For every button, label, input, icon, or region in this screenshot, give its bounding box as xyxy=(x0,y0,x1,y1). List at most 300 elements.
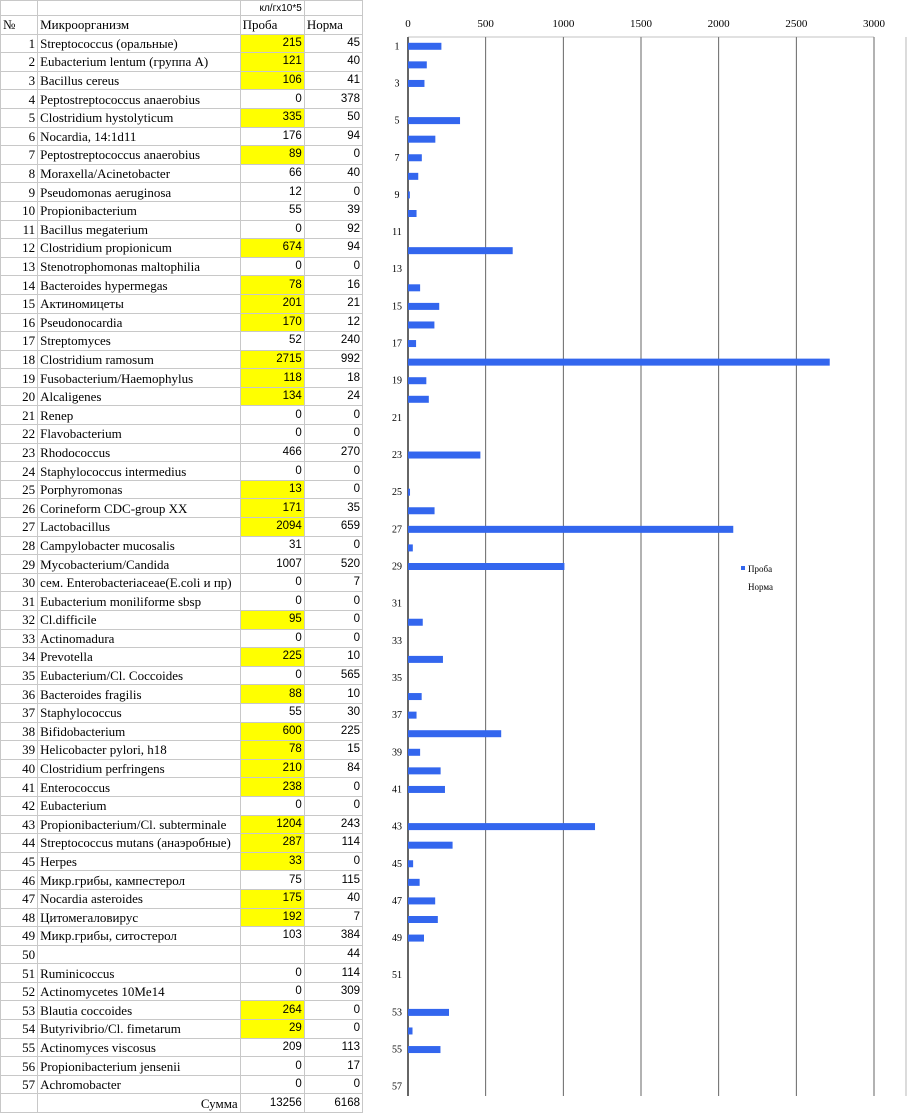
row-proba: 0 xyxy=(240,964,304,983)
table-row xyxy=(1,332,363,351)
row-name: Flavobacterium xyxy=(38,425,241,444)
row-name: Lactobacillus xyxy=(38,518,241,537)
bar-proba xyxy=(408,61,427,68)
row-norma: 94 xyxy=(304,127,362,146)
bar-proba xyxy=(408,730,501,737)
row-proba: 0 xyxy=(240,425,304,444)
row-number: 53 xyxy=(1,1001,38,1020)
legend-label-norma: Норма xyxy=(748,582,773,592)
bar-proba xyxy=(408,1027,413,1034)
row-name: Eubacterium xyxy=(38,796,241,815)
x-tick-label: 0 xyxy=(405,18,411,30)
row-number: 57 xyxy=(1,1075,38,1094)
row-norma: 40 xyxy=(304,889,362,908)
row-norma: 114 xyxy=(304,834,362,853)
table-row xyxy=(1,964,363,983)
bar-proba xyxy=(408,396,429,403)
row-proba: 13 xyxy=(240,480,304,499)
row-proba: 0 xyxy=(240,629,304,648)
bar-proba xyxy=(408,842,453,849)
row-number: 54 xyxy=(1,1020,38,1039)
row-norma: 10 xyxy=(304,685,362,704)
x-tick-label: 3000 xyxy=(863,18,885,30)
row-name xyxy=(38,945,241,964)
row-norma: 18 xyxy=(304,369,362,388)
row-norma: 0 xyxy=(304,852,362,871)
sum-row xyxy=(1,1094,363,1113)
row-name: Actinomadura xyxy=(38,629,241,648)
y-tick-label: 39 xyxy=(392,747,402,759)
y-tick-label: 57 xyxy=(392,1081,402,1093)
row-norma: 12 xyxy=(304,313,362,332)
row-norma: 45 xyxy=(304,34,362,53)
table-row xyxy=(1,164,363,183)
row-number: 6 xyxy=(1,127,38,146)
row-proba: 170 xyxy=(240,313,304,332)
row-proba: 0 xyxy=(240,592,304,611)
table-row xyxy=(1,741,363,760)
row-number: 45 xyxy=(1,852,38,871)
row-number: 30 xyxy=(1,573,38,592)
row-number: 2 xyxy=(1,53,38,72)
table-row xyxy=(1,908,363,927)
row-number: 52 xyxy=(1,982,38,1001)
row-name: Achromobacter xyxy=(38,1075,241,1094)
y-tick-label: 41 xyxy=(392,784,402,796)
bar-proba xyxy=(408,860,413,867)
table-row xyxy=(1,927,363,946)
row-norma: 50 xyxy=(304,108,362,127)
header-num: № xyxy=(1,16,38,35)
row-norma: 41 xyxy=(304,71,362,90)
row-name: Pseudonocardia xyxy=(38,313,241,332)
bar-proba xyxy=(408,340,416,347)
row-norma: 378 xyxy=(304,90,362,109)
bar-proba xyxy=(408,507,435,514)
header-name: Микроорганизм xyxy=(38,16,241,35)
bar-proba xyxy=(408,117,460,124)
row-proba xyxy=(240,945,304,964)
table-row xyxy=(1,889,363,908)
row-norma: 0 xyxy=(304,778,362,797)
row-number: 29 xyxy=(1,555,38,574)
row-number: 48 xyxy=(1,908,38,927)
row-number: 14 xyxy=(1,276,38,295)
row-norma: 24 xyxy=(304,387,362,406)
y-tick-label: 45 xyxy=(392,858,402,870)
row-norma: 113 xyxy=(304,1038,362,1057)
bar-proba xyxy=(408,80,424,87)
row-number: 4 xyxy=(1,90,38,109)
row-number: 33 xyxy=(1,629,38,648)
table-row xyxy=(1,127,363,146)
row-proba: 78 xyxy=(240,741,304,760)
header-proba: Проба xyxy=(240,16,304,35)
y-tick-label: 25 xyxy=(392,487,402,499)
row-number: 39 xyxy=(1,741,38,760)
row-number: 26 xyxy=(1,499,38,518)
row-name: Actinomycetes 10Me14 xyxy=(38,982,241,1001)
y-tick-label: 51 xyxy=(392,970,402,982)
row-number: 36 xyxy=(1,685,38,704)
y-tick-label: 5 xyxy=(394,115,400,127)
table-row xyxy=(1,276,363,295)
unit-row xyxy=(1,1,363,16)
row-proba: 0 xyxy=(240,982,304,1001)
table-row xyxy=(1,573,363,592)
row-name: Blautia coccoides xyxy=(38,1001,241,1020)
y-tick-label: 11 xyxy=(392,227,402,239)
row-proba: 0 xyxy=(240,406,304,425)
row-number: 24 xyxy=(1,462,38,481)
y-tick-label: 15 xyxy=(392,301,402,313)
row-name: Corineform CDC-group XX xyxy=(38,499,241,518)
row-number: 18 xyxy=(1,350,38,369)
row-proba: 225 xyxy=(240,648,304,667)
row-name: Propionibacterium jensenii xyxy=(38,1057,241,1076)
row-name: Butyrivibrio/Cl. fimetarum xyxy=(38,1020,241,1039)
row-name: Alcaligenes xyxy=(38,387,241,406)
table-row xyxy=(1,294,363,313)
bar-proba xyxy=(408,749,420,756)
row-proba: 95 xyxy=(240,611,304,630)
row-name: Staphylococcus xyxy=(38,703,241,722)
y-tick-label: 29 xyxy=(392,561,402,573)
row-name: Peptostreptococcus anaerobius xyxy=(38,146,241,165)
row-number: 7 xyxy=(1,146,38,165)
table-row xyxy=(1,146,363,165)
y-tick-label: 21 xyxy=(392,412,402,424)
row-proba: 466 xyxy=(240,443,304,462)
row-proba: 600 xyxy=(240,722,304,741)
table-row xyxy=(1,703,363,722)
table-row xyxy=(1,257,363,276)
row-norma: 114 xyxy=(304,964,362,983)
header-norma: Норма xyxy=(304,16,362,35)
table-row xyxy=(1,722,363,741)
bar-proba xyxy=(408,693,422,700)
row-proba: 1007 xyxy=(240,555,304,574)
row-number: 51 xyxy=(1,964,38,983)
row-name: Clostridium hystolyticum xyxy=(38,108,241,127)
row-name: Clostridium propionicum xyxy=(38,239,241,258)
table-row xyxy=(1,462,363,481)
row-norma: 0 xyxy=(304,1075,362,1094)
bar-proba xyxy=(408,1009,449,1016)
y-tick-label: 53 xyxy=(392,1007,402,1019)
row-proba: 238 xyxy=(240,778,304,797)
bar-proba xyxy=(408,303,439,310)
row-number: 21 xyxy=(1,406,38,425)
bar-proba xyxy=(408,619,423,626)
row-number: 16 xyxy=(1,313,38,332)
bar-proba xyxy=(408,452,480,459)
row-proba: 55 xyxy=(240,703,304,722)
row-norma: 520 xyxy=(304,555,362,574)
row-norma: 35 xyxy=(304,499,362,518)
row-norma: 0 xyxy=(304,1020,362,1039)
row-name: Микр.грибы, кампестерол xyxy=(38,871,241,890)
row-name: Propionibacterium xyxy=(38,201,241,220)
row-number: 49 xyxy=(1,927,38,946)
row-proba: 52 xyxy=(240,332,304,351)
row-number: 50 xyxy=(1,945,38,964)
row-proba: 674 xyxy=(240,239,304,258)
row-proba: 2715 xyxy=(240,350,304,369)
table-row xyxy=(1,982,363,1001)
row-number: 46 xyxy=(1,871,38,890)
row-name: Clostridium ramosum xyxy=(38,350,241,369)
table-row xyxy=(1,425,363,444)
row-name: Herpes xyxy=(38,852,241,871)
row-number: 43 xyxy=(1,815,38,834)
table-row xyxy=(1,239,363,258)
table-row xyxy=(1,815,363,834)
row-number: 44 xyxy=(1,834,38,853)
row-proba: 2094 xyxy=(240,518,304,537)
row-proba: 0 xyxy=(240,573,304,592)
row-norma: 225 xyxy=(304,722,362,741)
table-row xyxy=(1,201,363,220)
row-norma: 0 xyxy=(304,480,362,499)
row-norma: 243 xyxy=(304,815,362,834)
row-norma: 0 xyxy=(304,536,362,555)
row-name: Цитомегаловирус xyxy=(38,908,241,927)
row-number: 8 xyxy=(1,164,38,183)
row-proba: 171 xyxy=(240,499,304,518)
table-row xyxy=(1,536,363,555)
bar-proba xyxy=(408,489,410,496)
legend-marker-proba xyxy=(741,566,745,570)
table-row xyxy=(1,313,363,332)
y-tick-label: 35 xyxy=(392,672,402,684)
row-norma: 16 xyxy=(304,276,362,295)
table-row xyxy=(1,220,363,239)
row-norma: 7 xyxy=(304,573,362,592)
row-norma: 270 xyxy=(304,443,362,462)
table-row xyxy=(1,183,363,202)
table-row xyxy=(1,1038,363,1057)
row-name: Porphyromonas xyxy=(38,480,241,499)
row-proba: 66 xyxy=(240,164,304,183)
row-norma: 0 xyxy=(304,462,362,481)
bar-proba xyxy=(408,879,420,886)
row-name: Nocardia asteroides xyxy=(38,889,241,908)
row-norma: 0 xyxy=(304,796,362,815)
table-row xyxy=(1,759,363,778)
bar-proba xyxy=(408,563,564,570)
y-tick-label: 33 xyxy=(392,635,402,647)
row-name: Nocardia, 14:1d11 xyxy=(38,127,241,146)
y-tick-label: 19 xyxy=(392,375,402,387)
row-proba: 287 xyxy=(240,834,304,853)
sum-empty xyxy=(1,1094,38,1113)
row-proba: 201 xyxy=(240,294,304,313)
row-name: Helicobacter pylori, h18 xyxy=(38,741,241,760)
table-row xyxy=(1,555,363,574)
y-tick-label: 47 xyxy=(392,895,402,907)
bar-proba xyxy=(408,767,441,774)
table-row xyxy=(1,945,363,964)
row-number: 25 xyxy=(1,480,38,499)
row-norma: 17 xyxy=(304,1057,362,1076)
table-row xyxy=(1,71,363,90)
row-name: Микр.грибы, ситостерол xyxy=(38,927,241,946)
row-norma: 0 xyxy=(304,1001,362,1020)
row-proba: 0 xyxy=(240,666,304,685)
row-name: Peptostreptococcus anaerobius xyxy=(38,90,241,109)
table-row xyxy=(1,53,363,72)
y-tick-label: 9 xyxy=(394,189,400,201)
table-row xyxy=(1,778,363,797)
row-proba: 175 xyxy=(240,889,304,908)
row-number: 12 xyxy=(1,239,38,258)
bar-proba xyxy=(408,897,435,904)
row-norma: 0 xyxy=(304,183,362,202)
x-tick-label: 1000 xyxy=(552,18,575,30)
row-number: 20 xyxy=(1,387,38,406)
row-norma: 7 xyxy=(304,908,362,927)
row-number: 5 xyxy=(1,108,38,127)
bar-proba xyxy=(408,526,733,533)
table-row xyxy=(1,387,363,406)
row-number: 23 xyxy=(1,443,38,462)
row-number: 28 xyxy=(1,536,38,555)
row-norma: 0 xyxy=(304,406,362,425)
row-proba: 1204 xyxy=(240,815,304,834)
row-name: Актиномицеты xyxy=(38,294,241,313)
table-row xyxy=(1,629,363,648)
row-number: 32 xyxy=(1,611,38,630)
row-proba: 335 xyxy=(240,108,304,127)
row-name: Enterococcus xyxy=(38,778,241,797)
bar-proba xyxy=(408,284,420,291)
row-name: Bacillus megaterium xyxy=(38,220,241,239)
row-proba: 209 xyxy=(240,1038,304,1057)
row-norma: 0 xyxy=(304,592,362,611)
y-tick-label: 31 xyxy=(392,598,402,610)
row-proba: 55 xyxy=(240,201,304,220)
row-name: Actinomyces viscosus xyxy=(38,1038,241,1057)
y-tick-label: 37 xyxy=(392,710,402,722)
row-proba: 0 xyxy=(240,220,304,239)
bar-proba xyxy=(408,173,418,180)
row-number: 17 xyxy=(1,332,38,351)
row-name: Prevotella xyxy=(38,648,241,667)
table-row xyxy=(1,499,363,518)
y-tick-label: 49 xyxy=(392,933,402,945)
row-number: 19 xyxy=(1,369,38,388)
y-tick-label: 1 xyxy=(394,41,400,53)
bar-proba xyxy=(408,43,441,50)
row-number: 11 xyxy=(1,220,38,239)
x-tick-label: 2500 xyxy=(785,18,808,30)
y-tick-label: 43 xyxy=(392,821,402,833)
row-proba: 78 xyxy=(240,276,304,295)
row-name: Eubacterium lentum (группа A) xyxy=(38,53,241,72)
row-proba: 103 xyxy=(240,927,304,946)
table-row xyxy=(1,108,363,127)
bar-proba xyxy=(408,247,513,254)
table-row xyxy=(1,592,363,611)
row-norma: 84 xyxy=(304,759,362,778)
row-name: Pseudomonas aeruginosa xyxy=(38,183,241,202)
bar-proba xyxy=(408,544,413,551)
y-tick-label: 13 xyxy=(392,264,402,276)
row-number: 35 xyxy=(1,666,38,685)
row-norma: 92 xyxy=(304,220,362,239)
row-proba: 33 xyxy=(240,852,304,871)
y-tick-label: 3 xyxy=(394,78,400,90)
row-proba: 0 xyxy=(240,462,304,481)
data-table xyxy=(0,0,363,1113)
y-tick-label: 55 xyxy=(392,1044,402,1056)
row-proba: 118 xyxy=(240,369,304,388)
bar-proba xyxy=(408,154,422,161)
y-tick-label: 17 xyxy=(392,338,402,350)
header-row xyxy=(1,16,363,35)
row-proba: 215 xyxy=(240,34,304,53)
row-number: 42 xyxy=(1,796,38,815)
row-norma: 0 xyxy=(304,629,362,648)
row-proba: 89 xyxy=(240,146,304,165)
y-axis-labels xyxy=(392,41,402,1092)
row-name: Staphylococcus intermedius xyxy=(38,462,241,481)
row-norma: 384 xyxy=(304,927,362,946)
row-name: Renep xyxy=(38,406,241,425)
table-row xyxy=(1,34,363,53)
row-name: сем. Enterobacteriaceae(E.coli и пр) xyxy=(38,573,241,592)
row-number: 56 xyxy=(1,1057,38,1076)
row-norma: 240 xyxy=(304,332,362,351)
table-row xyxy=(1,480,363,499)
row-proba: 106 xyxy=(240,71,304,90)
row-norma: 15 xyxy=(304,741,362,760)
table-row xyxy=(1,518,363,537)
row-norma: 309 xyxy=(304,982,362,1001)
table-row xyxy=(1,369,363,388)
row-number: 34 xyxy=(1,648,38,667)
row-number: 47 xyxy=(1,889,38,908)
bar-proba xyxy=(408,377,426,384)
row-name: Bacteroides fragilis xyxy=(38,685,241,704)
row-norma: 0 xyxy=(304,611,362,630)
y-tick-label: 23 xyxy=(392,450,402,462)
x-tick-label: 1500 xyxy=(630,18,652,30)
y-tick-label: 7 xyxy=(394,152,400,164)
bar-proba xyxy=(408,656,443,663)
row-norma: 94 xyxy=(304,239,362,258)
row-name: Mycobacterium/Candida xyxy=(38,555,241,574)
row-norma: 0 xyxy=(304,425,362,444)
row-proba: 75 xyxy=(240,871,304,890)
row-number: 9 xyxy=(1,183,38,202)
row-proba: 121 xyxy=(240,53,304,72)
row-norma: 39 xyxy=(304,201,362,220)
row-norma: 40 xyxy=(304,164,362,183)
row-name: Campylobacter mucosalis xyxy=(38,536,241,555)
row-name: Clostridium perfringens xyxy=(38,759,241,778)
row-proba: 192 xyxy=(240,908,304,927)
row-proba: 12 xyxy=(240,183,304,202)
table-row xyxy=(1,1057,363,1076)
row-number: 10 xyxy=(1,201,38,220)
row-proba: 29 xyxy=(240,1020,304,1039)
chart-legend xyxy=(741,564,773,592)
row-norma: 0 xyxy=(304,257,362,276)
row-name: Eubacterium/Cl. Coccoides xyxy=(38,666,241,685)
row-number: 40 xyxy=(1,759,38,778)
